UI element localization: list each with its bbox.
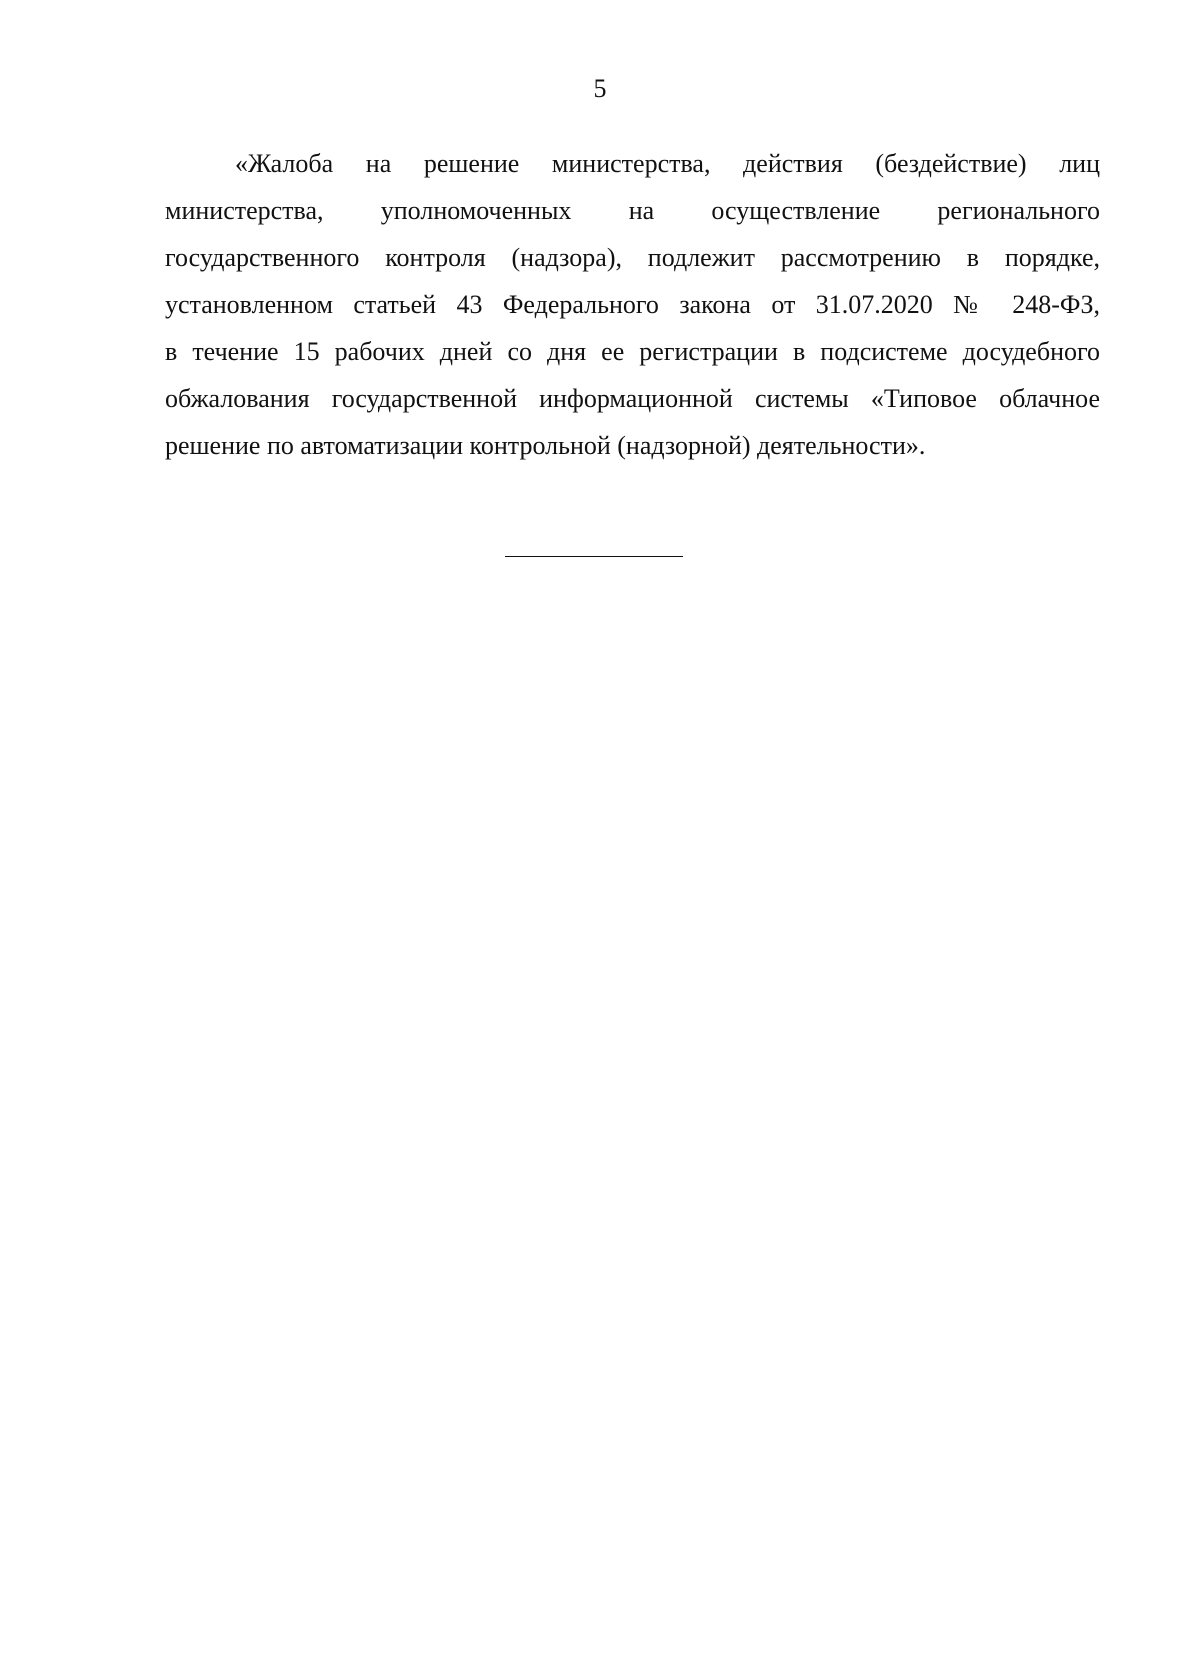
complaint-paragraph [165, 140, 1100, 469]
end-of-text-rule [505, 556, 683, 557]
paragraph-line: в течение 15 рабочих дней со дня ее регистрации в подсистеме досудебного [165, 337, 1100, 366]
paragraph-line: решение по автоматизации контрольной (надзорной) деятельности». [165, 431, 926, 460]
paragraph-line: обжалования государственной информационной системы «Типовое облачное [165, 384, 1100, 413]
paragraph-line: государственного контроля (надзора), подлежит рассмотрению в порядке, [165, 243, 1100, 272]
page-number: 5 [593, 74, 607, 103]
paragraph-line: установленном статьей 43 Федерального закона от 31.07.2020 № 248-ФЗ, [165, 290, 1100, 319]
paragraph-line: министерства, уполномоченных на осуществление регионального [165, 196, 1100, 225]
paragraph-line: «Жалоба на решение министерства, действия (бездействие) лиц [235, 149, 1100, 178]
